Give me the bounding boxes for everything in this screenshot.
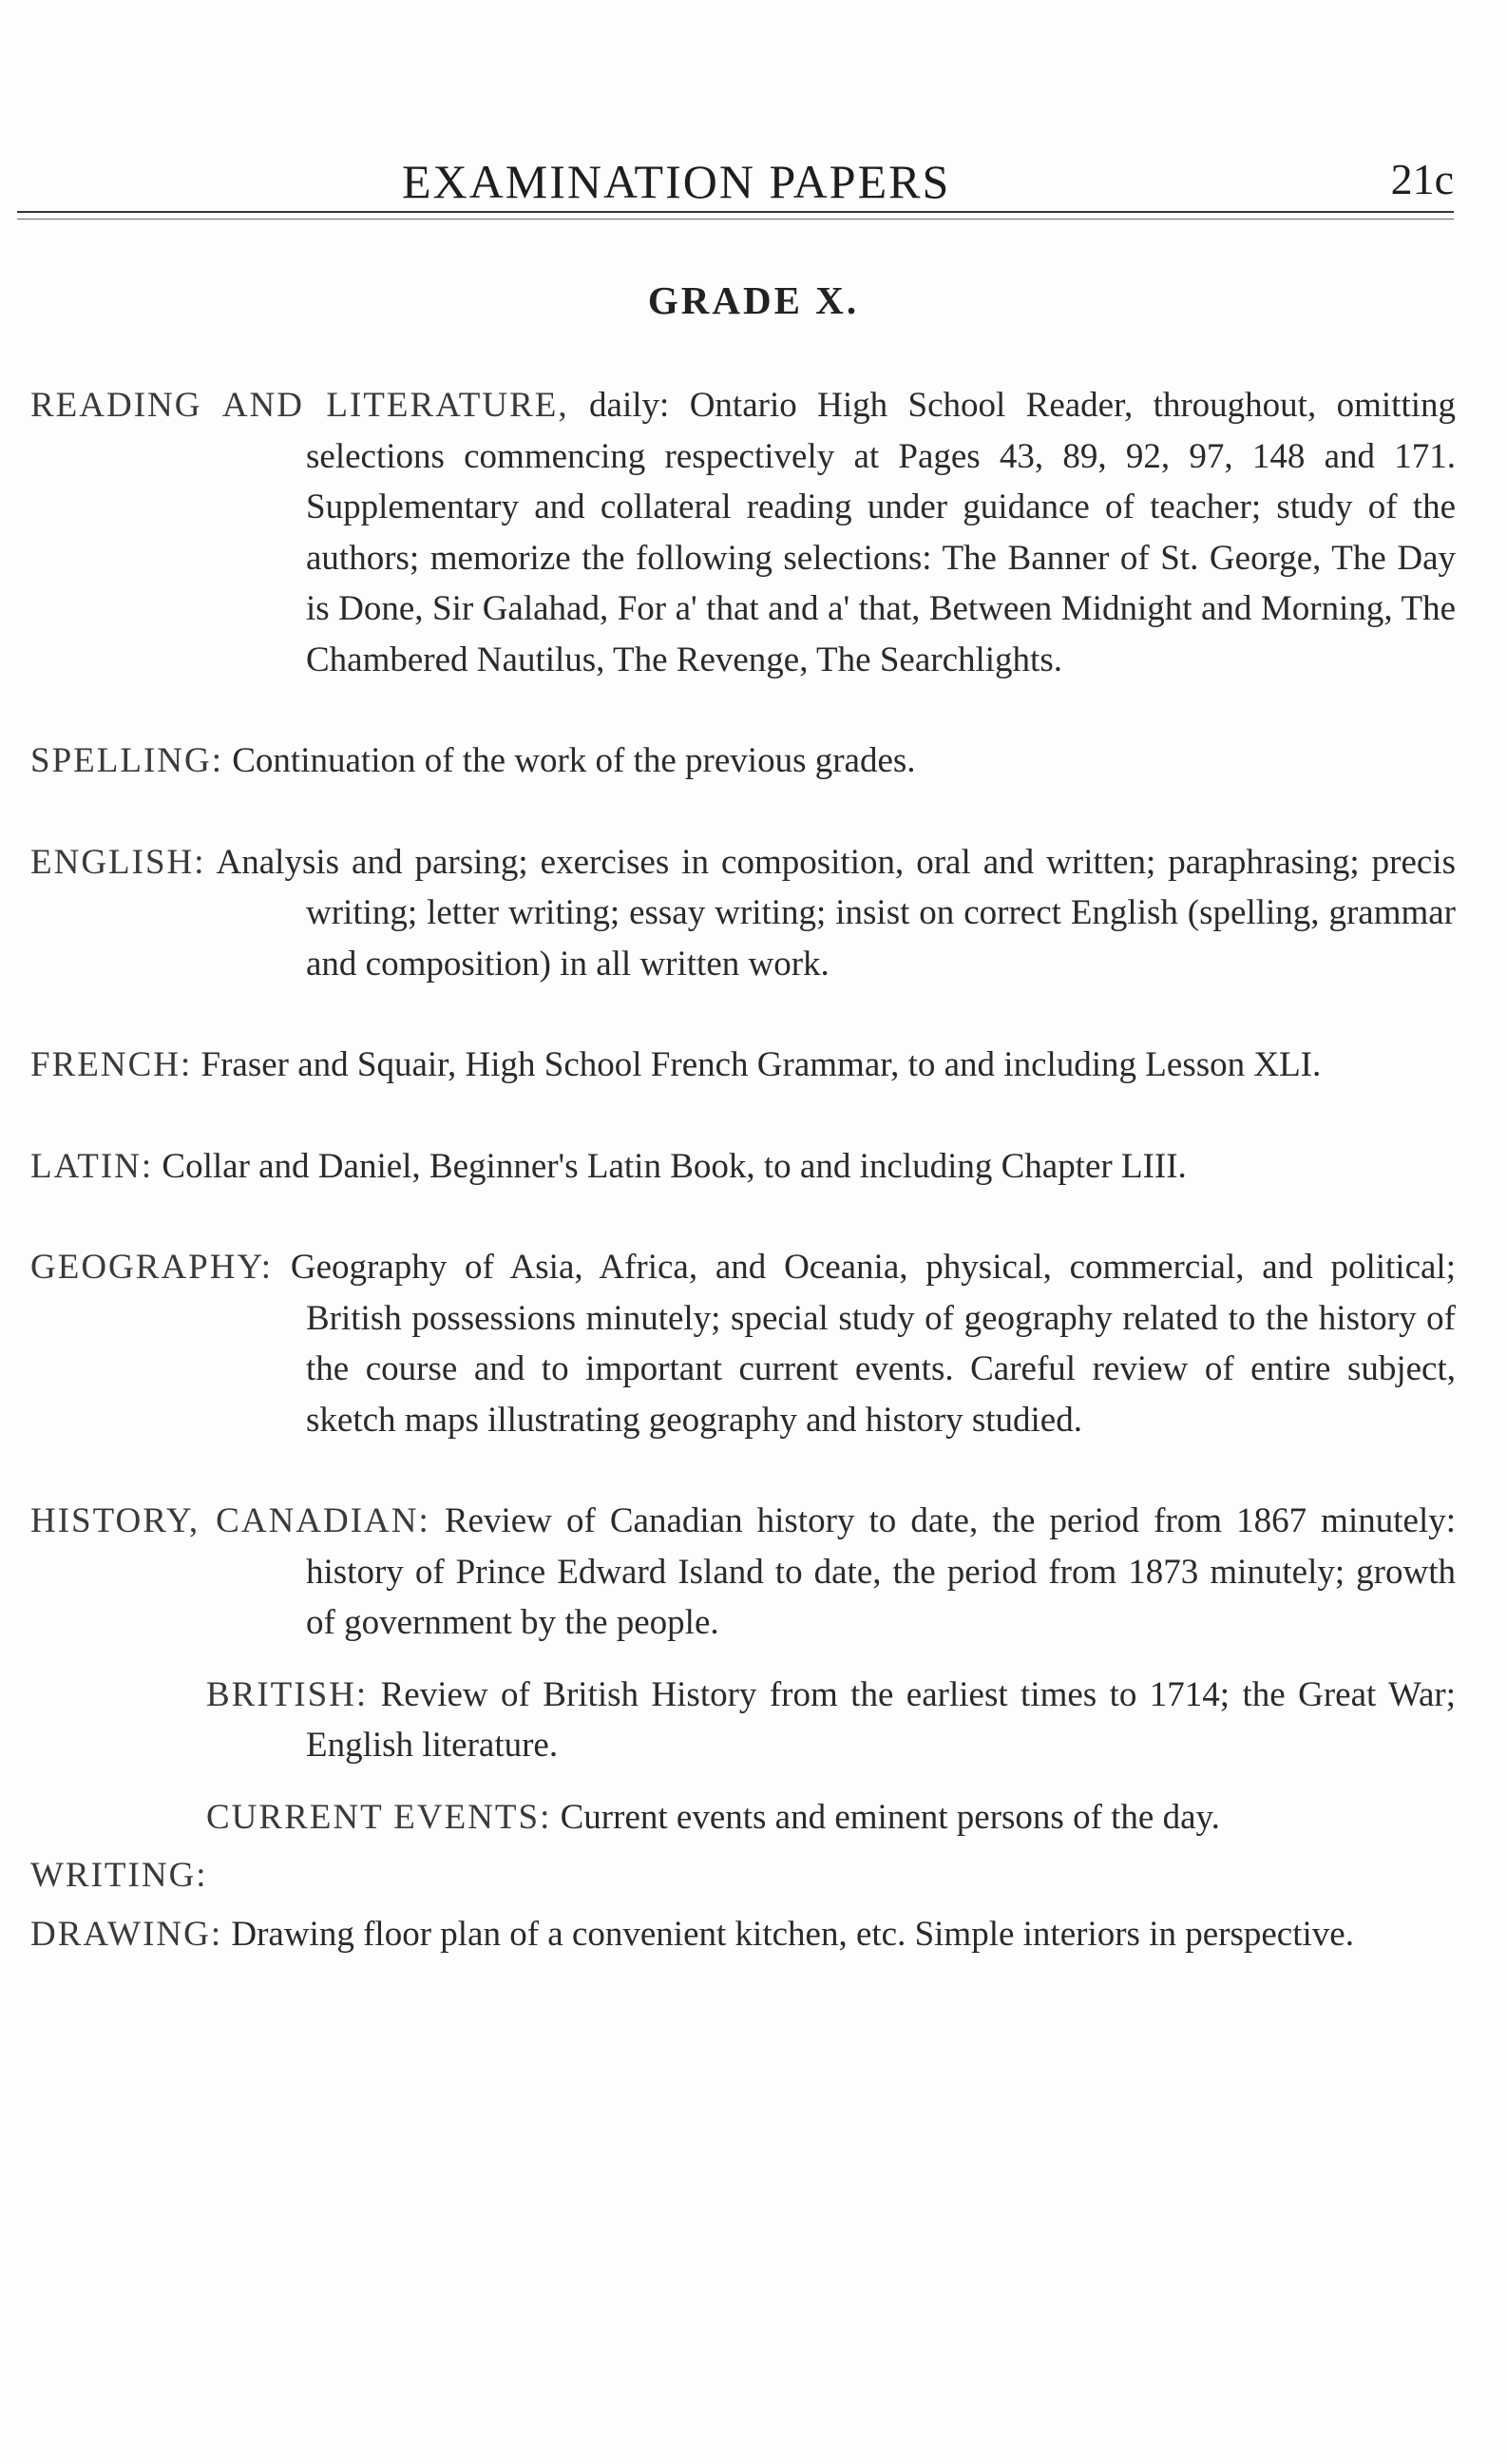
section-text: Continuation of the work of the previous grades. (232, 741, 916, 780)
grade-heading: GRADE X. (647, 278, 860, 322)
section-text: Collar and Daniel, Beginner's Latin Book, to and including Chapter LIII. (162, 1146, 1187, 1186)
section-text: daily: Ontario High School Reader, throughout, omitting selections commencing respectively at Pages 43, 89, 92, 97, 148 and 171. Supplementary and collateral reading under guidance of teacher; study of the authors; memorize the following selections: The Banner of St. George, The Day is Done, Sir Galahad, For a' that and a' that, Between Midnight and Morning, The Chambered Nautilus, The Revenge, The Searchlights. (306, 386, 1457, 679)
section-reading (30, 380, 1456, 685)
header-rule (17, 211, 1454, 213)
section-label: ENGLISH: (30, 842, 206, 882)
section-history-british (30, 1670, 1456, 1771)
section-label: FRENCH: (30, 1045, 193, 1084)
header-rule-thin (17, 219, 1454, 220)
section-text: Analysis and parsing; exercises in composition, oral and written; paraphrasing; precis writing; letter writing; essay writing; insist on correct English (spelling, grammar and composition) in all written work. (216, 842, 1456, 984)
section-text: Review of British History from the earliest times to 1714; the Great War; English literature. (306, 1674, 1457, 1765)
section-label: GEOGRAPHY: (30, 1248, 274, 1287)
section-text: Drawing floor plan of a convenient kitchen, etc. Simple interiors in perspective. (231, 1914, 1354, 1954)
section-spelling (30, 735, 1456, 787)
section-label: WRITING: (30, 1856, 208, 1895)
section-english (30, 837, 1456, 990)
section-label: CURRENT EVENTS: (206, 1797, 552, 1837)
section-latin (30, 1141, 1456, 1193)
page-number: 21c (1390, 155, 1454, 203)
section-label: DRAWING: (30, 1914, 223, 1954)
section-geography (30, 1242, 1456, 1445)
section-label: LATIN: (30, 1146, 154, 1186)
section-label: HISTORY, CANADIAN: (30, 1501, 430, 1540)
section-drawing (30, 1909, 1456, 1960)
section-label: SPELLING: (30, 741, 223, 780)
section-french (30, 1040, 1456, 1091)
section-text: Review of Canadian history to date, the period from 1867 minutely: history of Prince Edward Island to date, the period from 1873 minutely; growth of government by the people. (306, 1501, 1456, 1642)
section-label: READING AND LITERATURE, (30, 386, 569, 425)
section-text: Geography of Asia, Africa, and Oceania, physical, commercial, and political; British possessions minutely; special study of geography related to the history of the course and to important current events. Careful review of entire subject, sketch maps illustrating geography and history studied. (290, 1248, 1456, 1440)
section-text: Current events and eminent persons of the day. (560, 1797, 1220, 1837)
page-header (17, 143, 1454, 209)
section-writing (30, 1850, 1456, 1901)
section-text: Fraser and Squair, High School French Grammar, to and including Lesson XLI. (200, 1045, 1322, 1084)
running-title: EXAMINATION PAPERS (402, 155, 951, 208)
section-history-canadian (30, 1496, 1456, 1649)
section-current-events (30, 1792, 1456, 1843)
section-label: BRITISH: (206, 1674, 369, 1714)
syllabus-body (30, 380, 1456, 2010)
